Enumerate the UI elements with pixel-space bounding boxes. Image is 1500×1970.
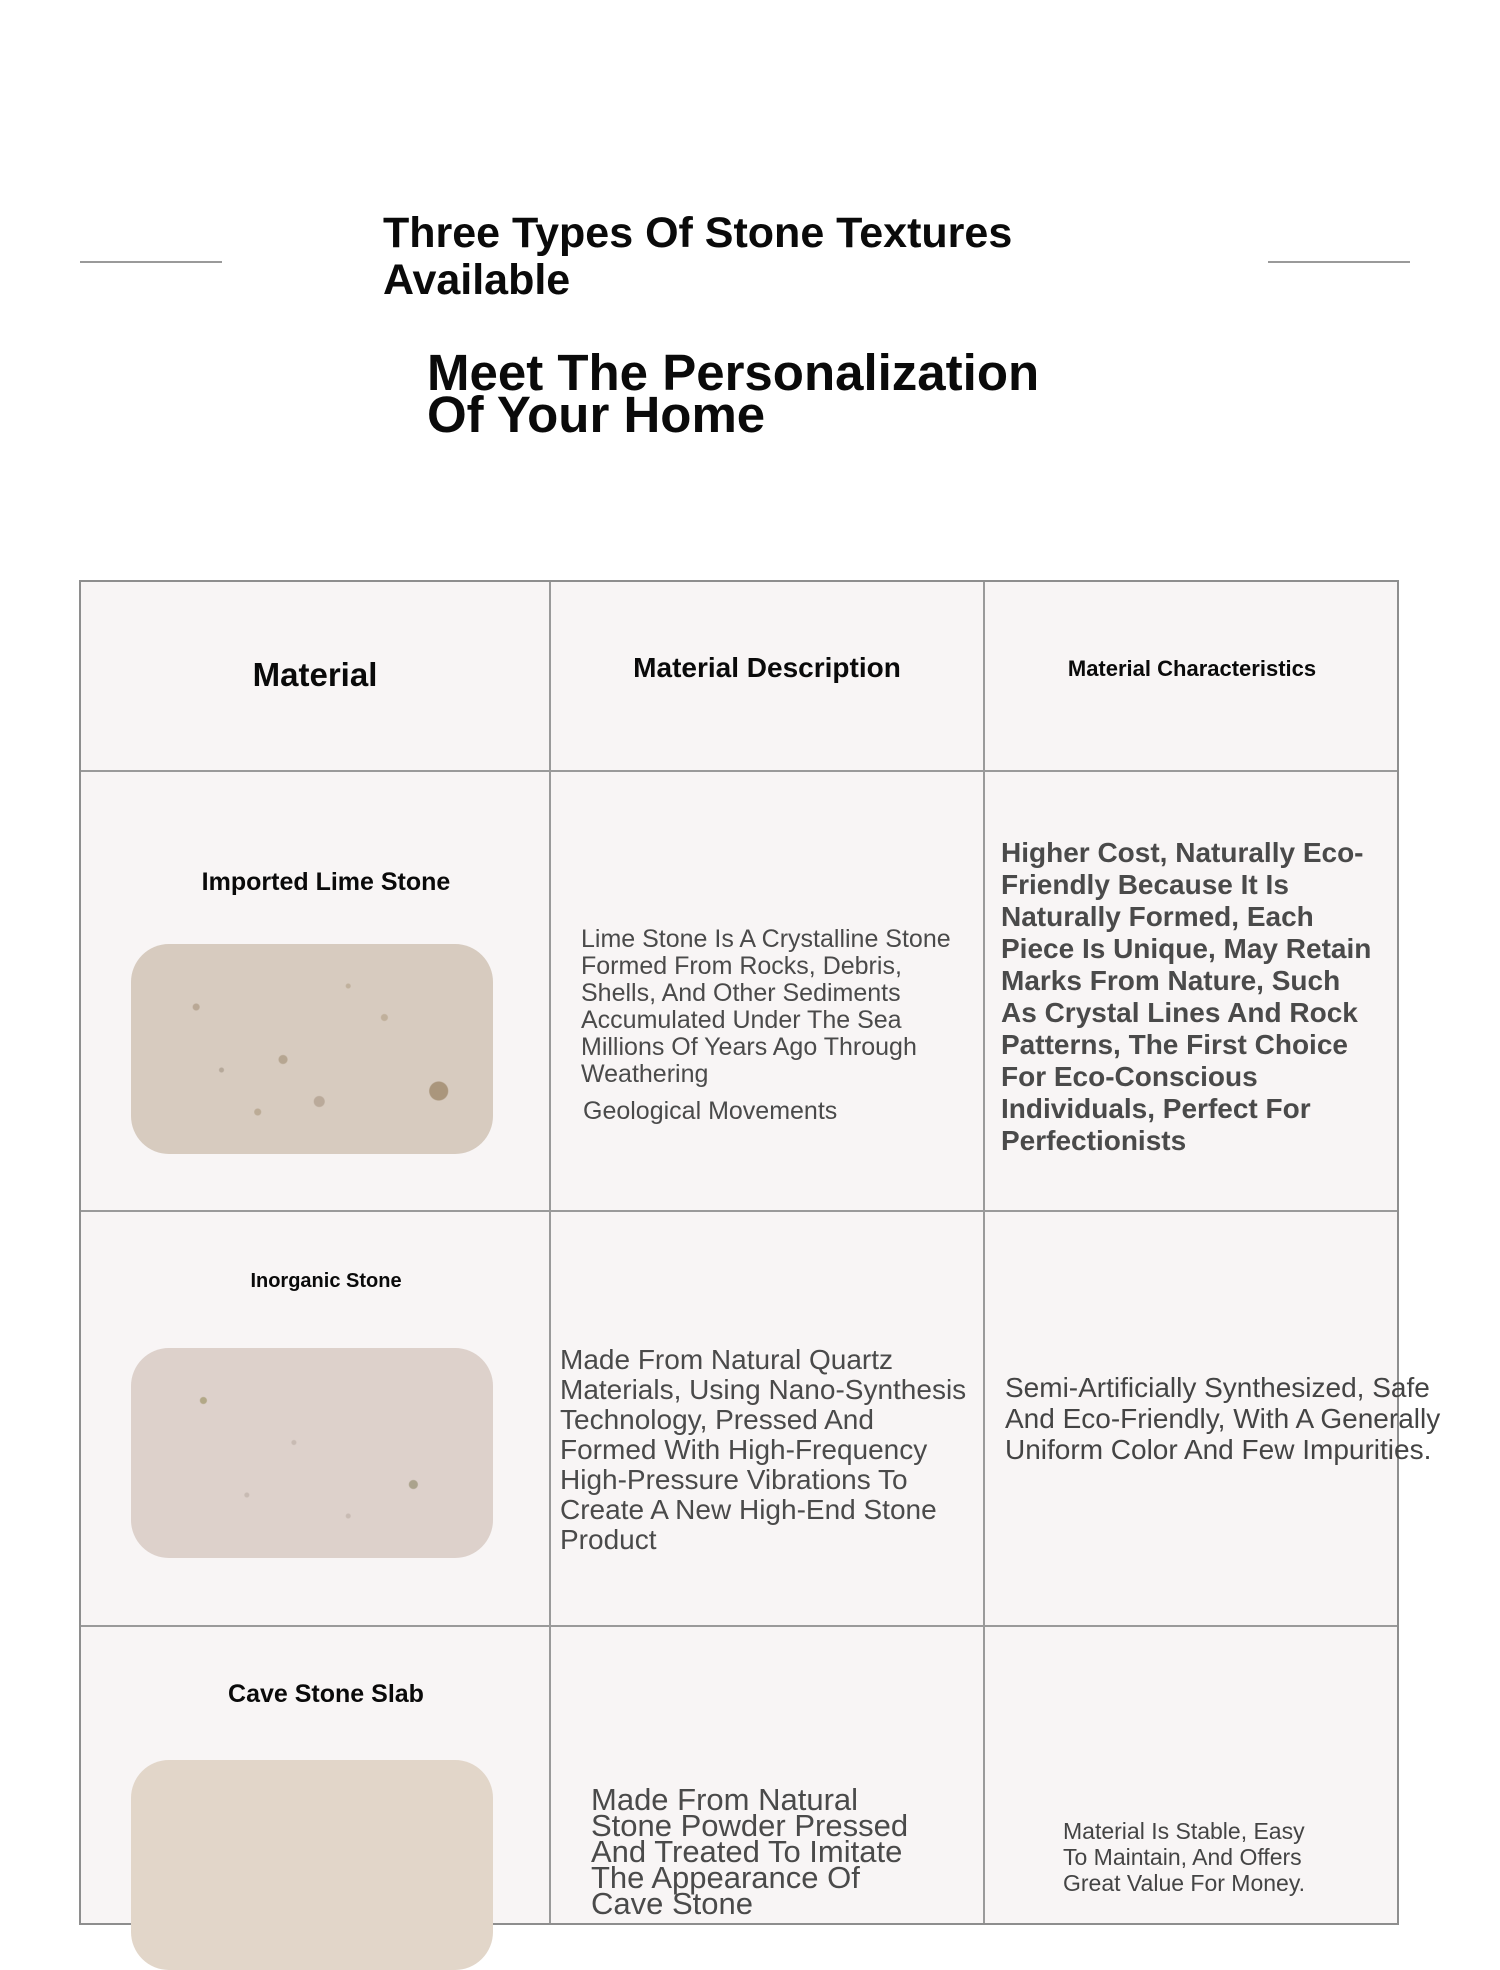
material-name: Inorganic Stone: [250, 1270, 402, 1292]
material-description-text: Lime Stone Is A Crystalline Stone Formed From Rocks, Debris, Shells, And Other Sediments Accumulated Under The Sea Millions Of Years Ago Through Weathering: [581, 925, 951, 1088]
page-subtitle: [427, 344, 1047, 443]
header-characteristics: Material Characteristics: [1067, 656, 1317, 681]
material-description: Made From Natural Stone Powder Pressed And Treated To Imitate The Appearance Of Cave Stone: [591, 1782, 909, 1921]
header-material: Material: [252, 656, 378, 693]
page-subtitle-line-2: Of Your Home: [427, 386, 766, 443]
column-divider: [983, 582, 985, 1923]
material-description: [581, 926, 976, 1125]
row-divider: [81, 1210, 1397, 1212]
stone-comparison-table: [79, 580, 1441, 1925]
decorative-rule-right: [1268, 261, 1410, 263]
lime-stone-swatch: [131, 944, 493, 1154]
material-characteristics: Higher Cost, Naturally Eco-Friendly Because It Is Naturally Formed, Each Piece Is Unique, May Retain Marks From Nature, Such As Crystal Lines And Rock Patterns, The First Choice For Eco-Conscious Individuals, Perfect For Perfectionists: [1001, 837, 1372, 1156]
page-title: Three Types Of Stone Textures Available: [383, 209, 1013, 304]
material-description-continued: Geological Movements: [583, 1097, 838, 1125]
decorative-rule-left: [80, 261, 222, 263]
material-description: Made From Natural Quartz Materials, Using Nano-Synthesis Technology, Pressed And Formed With High-Frequency High-Pressure Vibrations To Create A New High-End Stone Product: [560, 1344, 967, 1555]
header-description: Material Description: [633, 652, 901, 683]
page-subtitle-line-1: Meet The Personalization: [427, 344, 1040, 401]
column-divider: [549, 582, 551, 1923]
material-characteristics: Semi-Artificially Synthesized, Safe And Eco-Friendly, With A Generally Uniform Color And Few Impurities.: [1005, 1372, 1441, 1465]
material-characteristics: Material Is Stable, Easy To Maintain, And Offers Great Value For Money.: [1063, 1818, 1306, 1896]
material-name: Cave Stone Slab: [228, 1680, 424, 1708]
row-divider: [81, 770, 1397, 772]
cave-stone-swatch: [131, 1760, 493, 1970]
row-divider: [81, 1625, 1397, 1627]
material-name: Imported Lime Stone: [201, 868, 451, 896]
inorganic-stone-swatch: [131, 1348, 493, 1558]
